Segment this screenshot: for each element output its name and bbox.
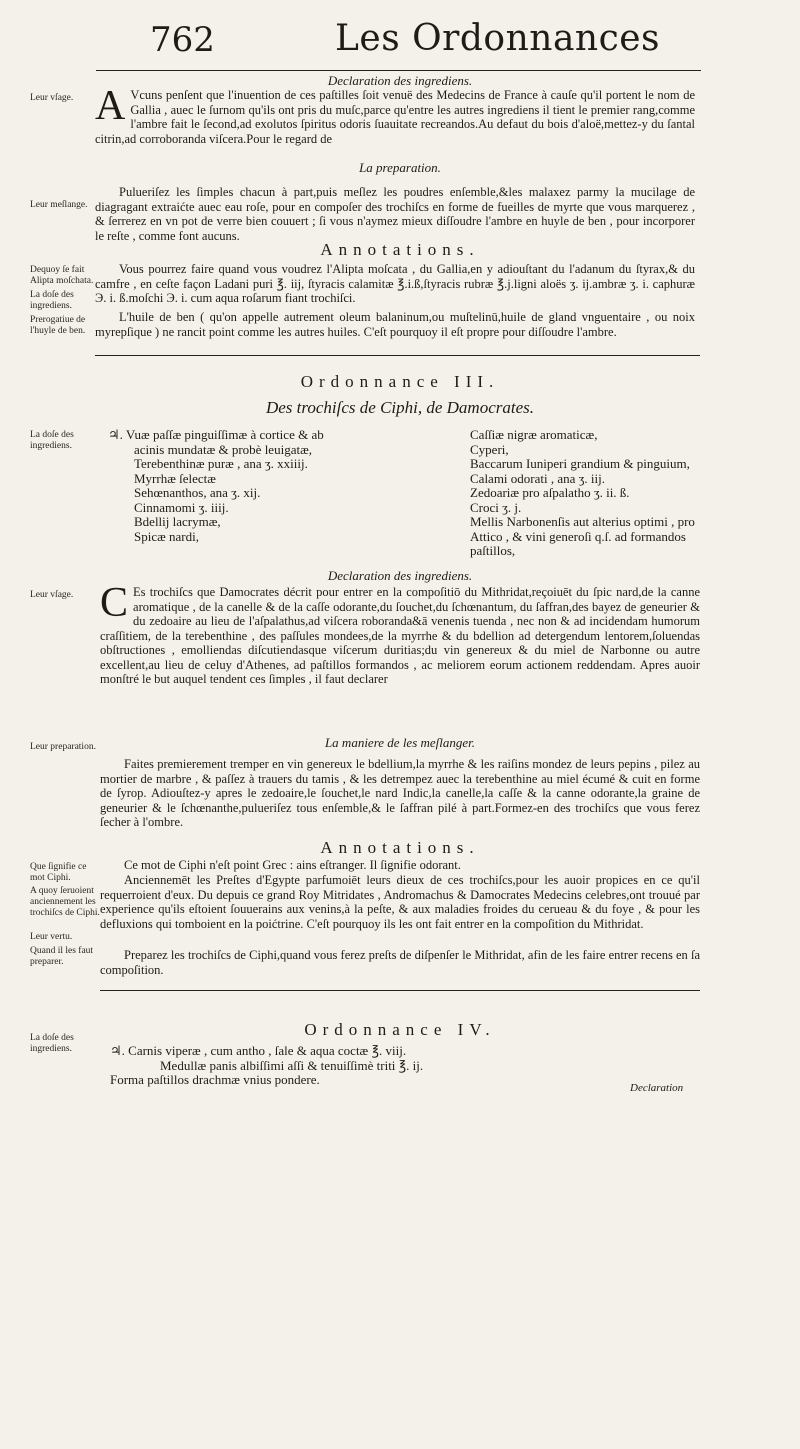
section-divider-2: [100, 990, 700, 991]
ingredient-line: Myrrhæ ſelectæ: [134, 470, 216, 486]
paragraph-ciphi-preparation: Preparez les trochiſcs de Ciphi,quand vous ferez preſts de diſpenſer le Mithridat, afin de les faire entrer recens en ſa compoſition.: [100, 948, 700, 977]
ingredient-line: Calami odorati , ana ʒ. iij.: [470, 470, 606, 486]
paragraph-mixing: Faites premierement tremper en vin genereux le bdellium,la myrrhe & les raiſins mondez de leurs pepins , pilez au mortier de marbre , & paſſez à trauers du tamis , & les detrempez auec la terebenthine au miel écumé & cuit en forme de ſyrop. Adiouſtez-y apres le zedoaire,le ſouchet,le nard Indic,la canelle,la caſſe & la canne odorante,la graine de geneurier & le ſchœnanthe,pulueriſez tous enſemble,& le ſaffran pilé à part.Formez-en des trochiſcs que vous ferez ſecher à l'ombre.: [100, 757, 700, 829]
paragraph-usage-1: [95, 83, 695, 146]
dropcap-c: C: [100, 580, 129, 626]
ingredient-line: Zedoariæ pro aſpalatho ʒ. ii. ß.: [470, 485, 630, 500]
ordonnance-4-heading: Ordonnance IV.: [304, 1020, 496, 1039]
ingredient-line: Mellis Narbonenſis aut alterius optimi , pro Attico , & vini generoſi q.ſ. ad formandos paſtillos,: [470, 514, 695, 558]
margin-note-dose-1: La doſe des ingrediens.: [30, 290, 74, 311]
margin-note-ben-oil: Prerogatiue de l'huyle de ben.: [30, 315, 86, 336]
ordonnance-3-heading: Ordonnance III.: [300, 372, 500, 391]
subtitle-preparation: La preparation.: [359, 160, 441, 175]
dropcap-a: A: [95, 83, 126, 129]
catchword: Declaration: [630, 1082, 684, 1094]
ingredient-line: Baccarum Iuniperi grandium & pinguium,: [470, 456, 690, 471]
ingredients-right-column: [470, 428, 700, 559]
ordonnance-4-ingredients: [110, 1044, 700, 1088]
margin-note-when-prepare: Quand il les faut preparer.: [30, 946, 94, 967]
ingredient-line: Bdellij lacrymæ,: [134, 514, 221, 529]
ingredient-line: Croci ʒ. j.: [470, 499, 522, 515]
ingredient-line: Cinnamomi ʒ. iiij.: [134, 499, 229, 515]
ingredient-line: Forma paſtillos drachmæ vnius pondere.: [110, 1072, 320, 1087]
margin-note-dose-3: La doſe des ingrediens.: [30, 1033, 74, 1054]
margin-note-usage-2: Leur vſage.: [30, 590, 74, 600]
subtitle-declaration-2: Declaration des ingrediens.: [327, 568, 473, 583]
ordonnance-3-title: Des trochiſcs de Ciphi, de Damocrates.: [265, 398, 535, 417]
margin-note-dose-2: La doſe des ingrediens.: [30, 430, 74, 451]
paragraph-ciphi-meaning: Ce mot de Ciphi n'eſt point Grec : ains eſtranger. Il ſignifie odorant.: [124, 858, 461, 872]
ingredient-line: Terebenthinæ puræ , ana ʒ. xxiiij.: [134, 456, 308, 471]
ingredient-line: acinis mundatæ & probè leuigatæ,: [134, 441, 312, 457]
section-divider-1: [95, 355, 700, 356]
paragraph-usage-2: [100, 580, 700, 687]
running-head: Les Ordonnances: [335, 18, 661, 59]
ingredient-line: Cyperi,: [470, 441, 509, 457]
annotations-heading-1: Annotations.: [320, 240, 480, 259]
margin-note-preparation: Leur preparation.: [30, 742, 96, 752]
margin-note-mixing: Leur meſlange.: [30, 200, 88, 210]
paragraph-usage-1-text: Vcuns penſent que l'inuention de ces paſtilles ſoit venuë des Medecins de France à cauſe qu'il portent le nom de Gallia , auec le ſurnom qu'ils ont pris du muſc,parce qu'entre les autres ingrediens il tient le premier rang,comme l'ambre fait le ſecond,ad exolutos ſpiritus odoris ſuauitate recreandos.Au defaut du bois d'aloë,mettez-y du ſantal citrin,ad corroborandа viſcera.Pour le regard de: [95, 88, 695, 146]
margin-note-ciphi: Que ſignifie ce mot Ciphi.: [30, 862, 87, 883]
ingredient-line: Spicæ nardi,: [134, 528, 199, 544]
subtitle-mixing: La maniere de les meſlanger.: [324, 735, 476, 750]
annotations-heading-2: Annotations.: [320, 838, 480, 857]
paragraph-ben-oil: L'huile de ben ( qu'on appelle autrement oleum balaninum,ou muſtelinū,huile de gland vnguentaire , ou noix myrepſique ) ne rancit point comme les autres huiles. C'eſt pourquoy il eſt propre pour diſſoudre l'ambre.: [95, 310, 695, 339]
subtitle-declaration-1: Declaration des ingrediens.: [327, 73, 473, 88]
paragraph-ciphi-history: Anciennemēt les Preſtes d'Egypte parfumoiēt leurs dieux de ces trochiſcs,pour les auoir propices en ce qu'il requerroient d'eux. Du depuis ce grand Roy Mitridates , Andromachus & Damocrates Medecins celebres,ont trouué par experience qu'ils eſtoient ſouuerains aux venins,à la peſte, & aux maladies froides du cerueau & du foye , & pour les defluxions qui tomboient en la poićtrine. C'eſt pourquoy ils les ont fait entrer en la compoſition du Mithridat.: [100, 873, 700, 931]
margin-note-usage-1: Leur vſage.: [30, 93, 74, 103]
paragraph-usage-2-text: Es trochiſcs que Damocrates décrit pour entrer en la compoſitiō du Mithridat,reçoiuēt du ſpic nard,de la canne aromatique , de la canelle & de la caſſe odorante,du ſouchet,du ſchœnantum, du ſaffran,des bayez de geneurier & du zedoaire au lieu de l'aſpalathus,ad viſcera roborandа&ā venenis tuenda , nec non & ad incidendam humorum craſſitiem, de la terebenthine , des paſſules mondees,de la myrrhe & du bdellion ad detergendum lentorem,ſoluendas obſtructiones , emolliendas diſcutiendasque viſcerum duritias;du vin genereux & du miel de Narbonne ou autre excellent,au lieu de celuy d'Athenes, ad paſtillos formandos , ac meliorem eorum actionem reddendam. Apres auoir monſtré le but auquel tendent ces ſimples , il faut declarer: [100, 585, 700, 686]
ingredient-line: Sehœnanthos, ana ʒ. xij.: [134, 485, 261, 500]
paragraph-preparation: Pulueriſez les ſimples chacun à part,puis meſlez les poudres enſemble,&les malaxez parmy la mucilage de diagragant extraićte auec eau roſe, pour en compoſer des trochiſcs en forme de fueilles de myrte que vous marquerez , & ſerrerez en vn pot de verre bien couuert ; ſi vous n'aymez mieux diſſoudre l'ambre en huyle de ben , pour incorporer le reſte , comme font aucuns.: [95, 185, 695, 243]
page-number: 762: [150, 20, 215, 60]
ingredient-line: ♃. Carnis viperæ , cum antho , ſale & aqua coctæ ℥. viij.: [110, 1043, 407, 1058]
ingredients-left-column: [108, 428, 438, 544]
ingredient-line: ♃. Vuæ paſſæ pinguiſſimæ à cortice & ab: [108, 427, 324, 442]
margin-note-ancient-use: A quoy ſeruoient anciennement les trochiſcs de Ciphi.: [30, 886, 100, 918]
paragraph-alipta: Vous pourrez faire quand vous voudrez l'Alipta moſcata , du Gallia,en y adiouſtant du l'adanum du ſtyrax,& du camfre , en ceſte façon Ladani puri ℥. iij, ſtyracis calamitæ ℥.i.ß,ſtyracis rubræ ℥.j.ligni aloës ʒ. ij.ambræ ʒ. i. caphuræ Э. i. ß.moſchi Э. i. cum aqua roſarum fiant trochiſci.: [95, 262, 695, 305]
margin-note-alipta: Dequoy ſe fait Alipta moſchata.: [30, 265, 94, 286]
header-rule: [96, 70, 701, 71]
margin-note-virtue: Leur vertu.: [30, 932, 73, 942]
ingredient-line: Medullæ panis albiſſimi aſſi & tenuiſſimè triti ℥. ij.: [160, 1057, 424, 1073]
ingredient-line: Caſſiæ nigræ aromaticæ,: [470, 427, 598, 442]
